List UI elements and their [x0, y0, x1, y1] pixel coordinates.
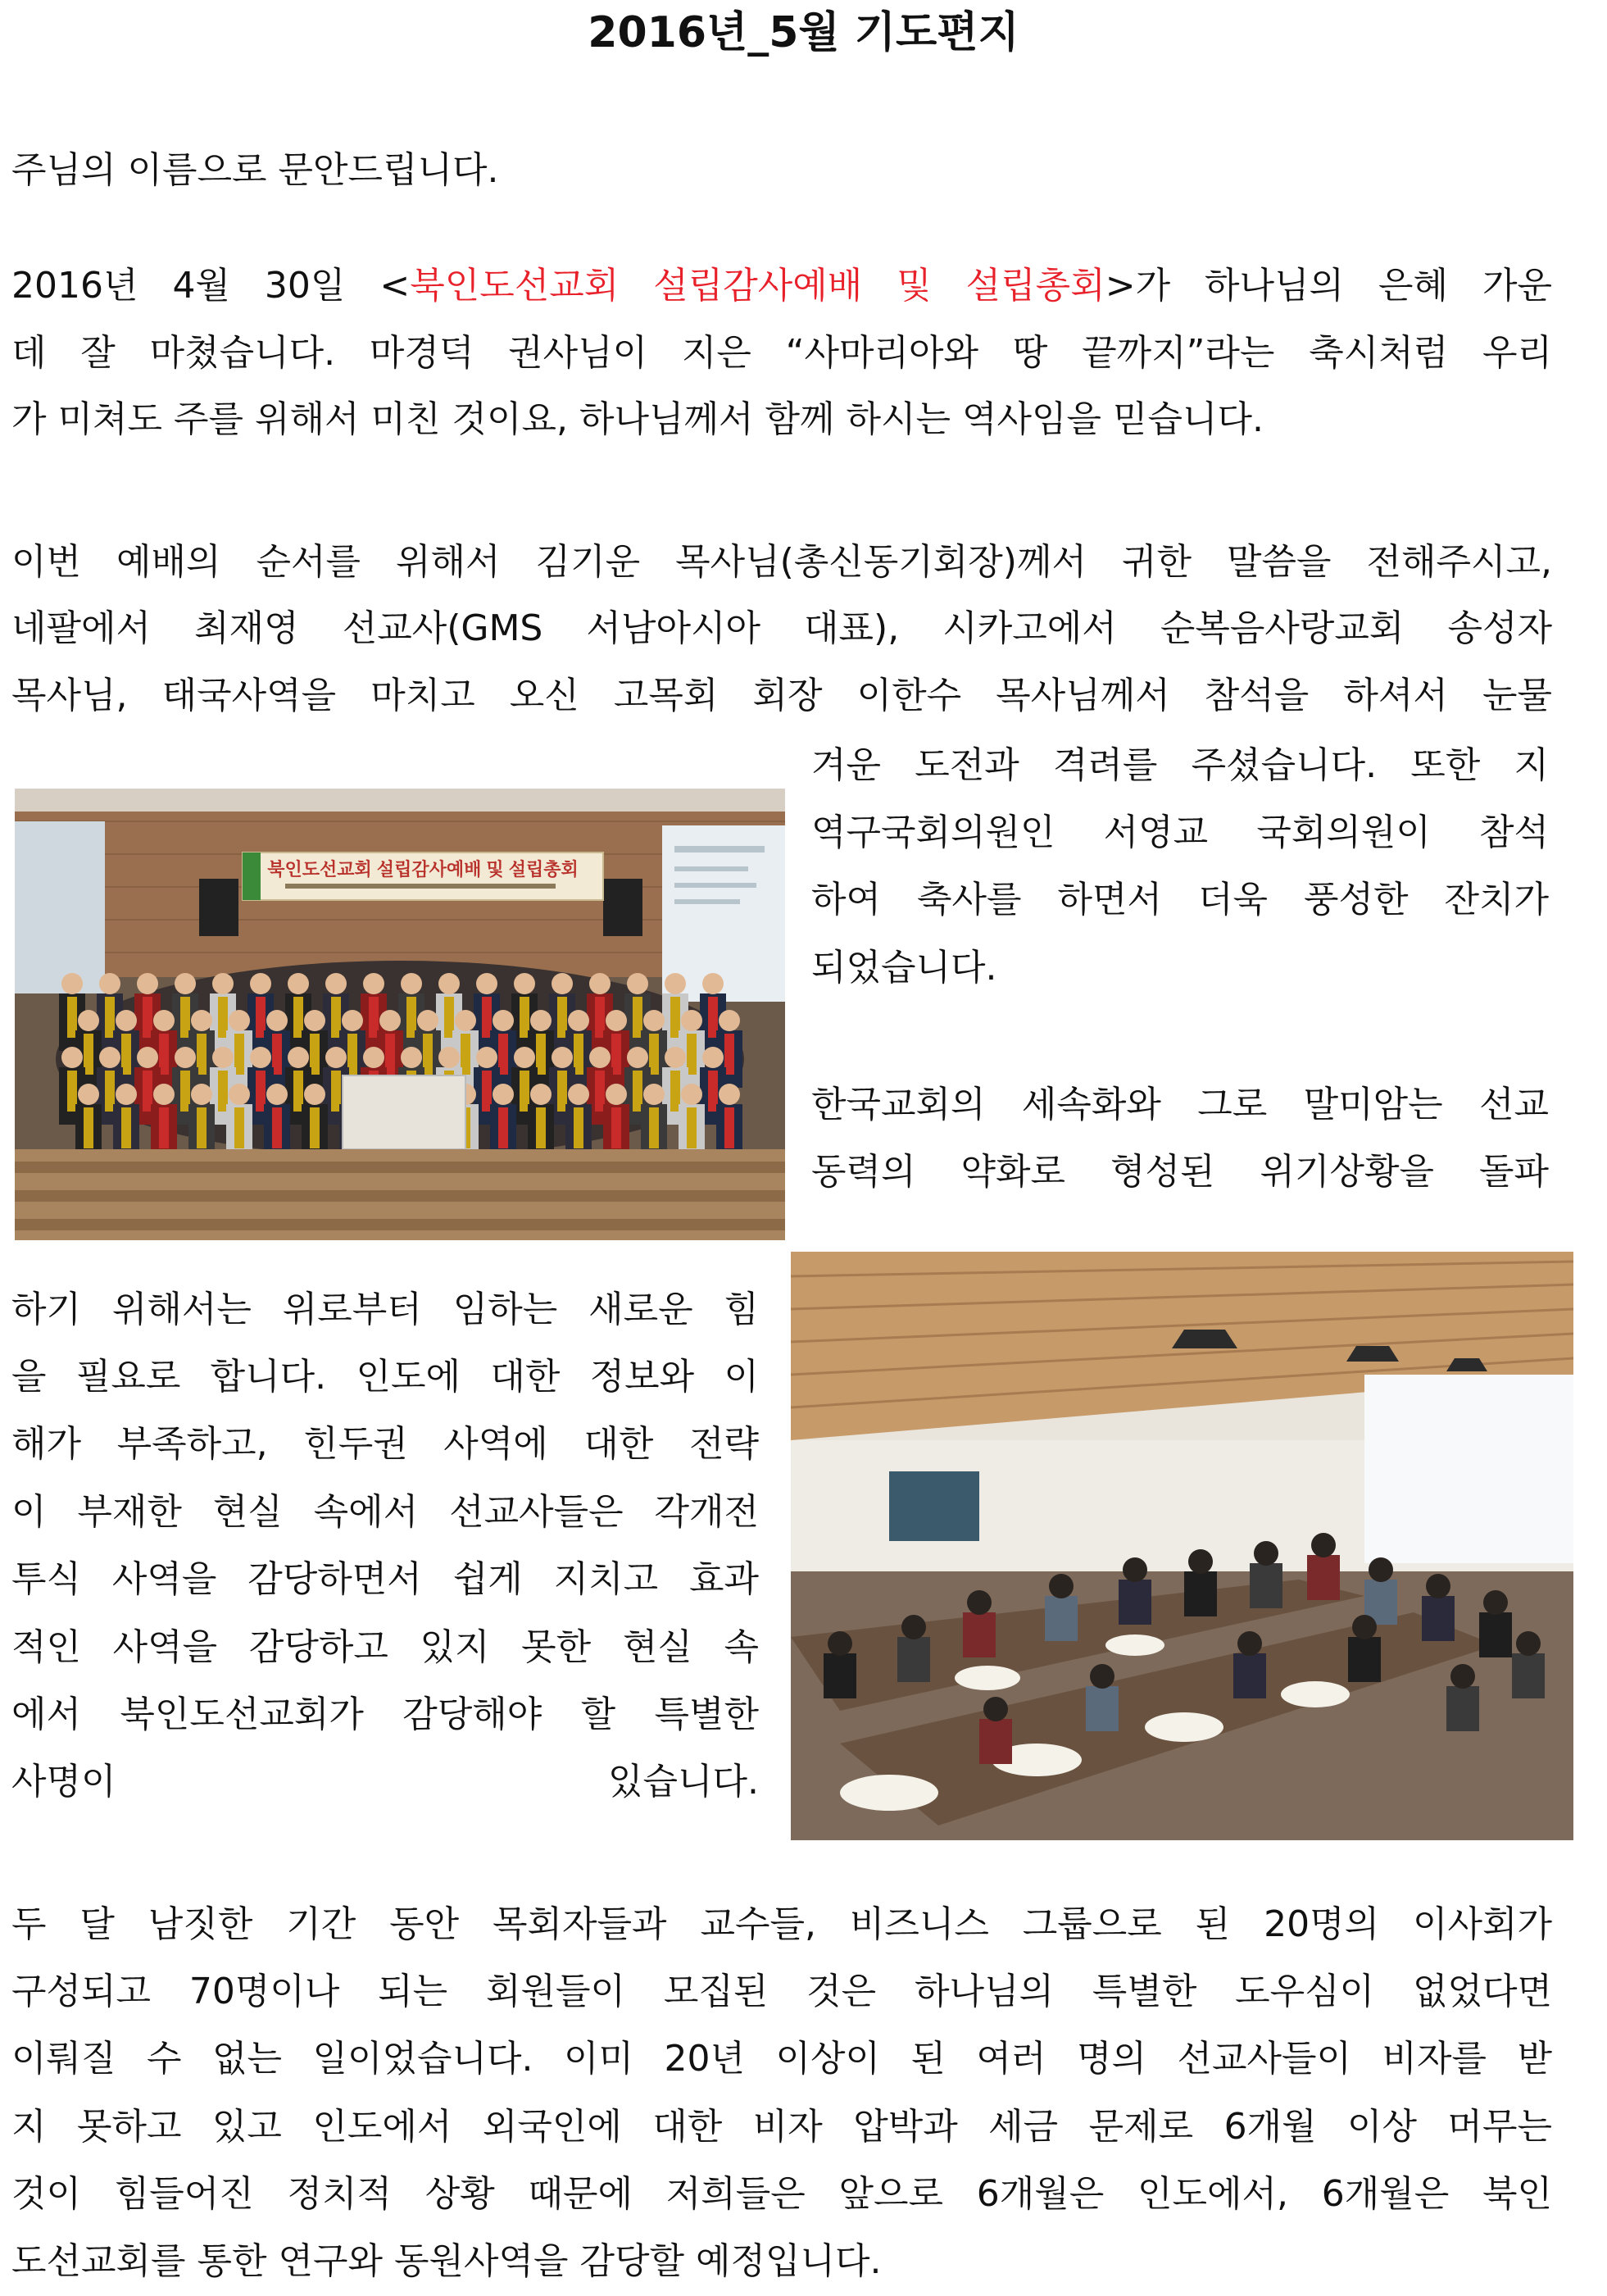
- p3-line-8: 적인 사역을 감당하고 있지 못한 현실 속: [11, 1626, 759, 1668]
- p2-line-2: 네팔에서 최재영 선교사(GMS 서남아시아 대표), 시카고에서 순복음사랑교회 송성자: [11, 607, 1552, 649]
- banner-text: 북인도선교회 설립감사예배 및 설립총회: [267, 859, 579, 880]
- p1-line-3: 가 미쳐도 주를 위해서 미친 것이요, 하나님께서 함께 하시는 역사임을 믿습니다.: [11, 398, 1264, 440]
- p1-line-1: [11, 261, 1552, 311]
- p1-text-pre: 2016년 4월 30일 <: [11, 265, 411, 307]
- p3-line-3: 하기 위해서는 위로부터 임하는 새로운 힘: [11, 1289, 759, 1330]
- event-name-highlight: 북인도선교회 설립감사예배 및 설립총회: [410, 265, 1105, 307]
- p4-line-1: 두 달 남짓한 기간 동안 목회자들과 교수들, 비즈니스 그룹으로 된 20명의 이사회가: [11, 1903, 1552, 1945]
- p3-line-5: 해가 부족하고, 힌두권 사역에 대한 전략: [11, 1423, 759, 1465]
- p2-line-3: 목사님, 태국사역을 마치고 오신 고목회 회장 이한수 목사님께서 참석을 하셔서 눈물: [11, 675, 1552, 716]
- p4-line-2: 구성되고 70명이나 되는 회원들이 모집된 것은 하나님의 특별한 도우심이 없었다면: [11, 1971, 1552, 2012]
- p4-line-6: 도선교회를 통한 연구와 동원사역을 감당할 예정입니다.: [11, 2240, 882, 2282]
- page-title: 2016년_5월 기도편지: [588, 8, 1019, 57]
- p2-line-6: 하여 축사를 하면서 더욱 풍성한 잔치가: [811, 879, 1549, 921]
- p4-line-5: 것이 힘들어진 정치적 상황 때문에 저희들은 앞으로 6개월은 인도에서, 6개월은 북인: [11, 2173, 1552, 2215]
- group-photo: [15, 789, 785, 1240]
- p2-line-1: 이번 예배의 순서를 위해서 김기운 목사님(총신동기회장)께서 귀한 말씀을 전해주시고,: [11, 541, 1552, 583]
- p2-line-7: 되었습니다.: [811, 947, 997, 989]
- p3-line-9: 에서 북인도선교회가 감당해야 할 특별한: [11, 1694, 759, 1735]
- p1-line-2: 데 잘 마쳤습니다. 마경덕 권사님이 지은 “사마리아와 땅 끝까지”라는 축시처럼 우리: [11, 332, 1552, 374]
- p3-line-4: 을 필요로 합니다. 인도에 대한 정보와 이: [11, 1356, 759, 1398]
- p4-line-3: 이뤄질 수 없는 일이었습니다. 이미 20년 이상이 된 여러 명의 선교사들이 비자를 받: [11, 2038, 1552, 2080]
- greeting: 주님의 이름으로 문안드립니다.: [11, 149, 499, 191]
- p4-line-4: 지 못하고 있고 인도에서 외국인에 대한 비자 압박과 세금 문제로 6개월 이상 머무는: [11, 2106, 1552, 2148]
- p3-line-10: 사명이 있습니다.: [11, 1761, 759, 1803]
- p2-line-5: 역구국회의원인 서영교 국회의원이 참석: [811, 812, 1549, 853]
- dining-hall-photo: [791, 1252, 1573, 1840]
- p3-line-6: 이 부재한 현실 속에서 선교사들은 각개전: [11, 1491, 759, 1533]
- p3-line-7: 투식 사역을 감당하면서 쉽게 지치고 효과: [11, 1558, 759, 1600]
- p2-line-4: 겨운 도전과 격려를 주셨습니다. 또한 지: [811, 744, 1549, 786]
- p3-line-2: 동력의 약화로 형성된 위기상황을 돌파: [811, 1151, 1549, 1193]
- p3-line-1: 한국교회의 세속화와 그로 말미암는 선교: [811, 1084, 1549, 1125]
- p1-text-post: >가 하나님의 은혜 가운: [1105, 265, 1552, 307]
